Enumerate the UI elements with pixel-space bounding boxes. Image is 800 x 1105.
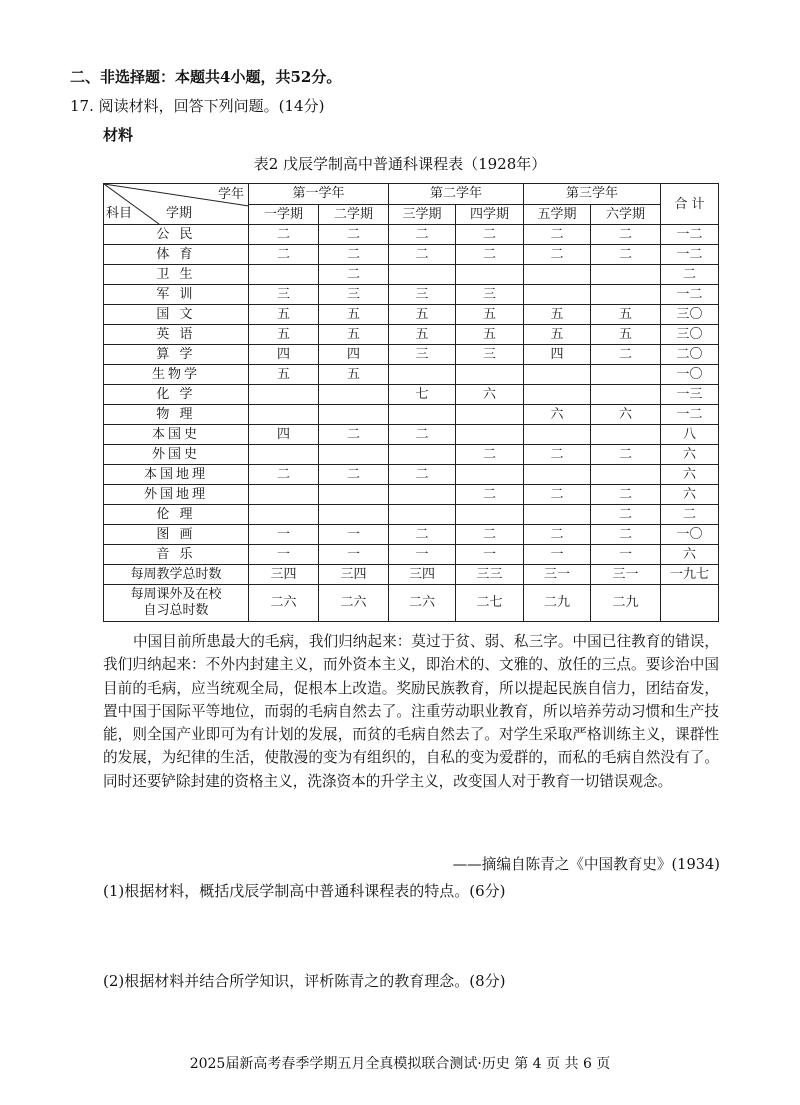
subject-cell: 体 育 [104,245,249,265]
hours-cell: 三 [456,285,524,305]
hours-cell: 二 [319,225,389,245]
hours-cell [456,425,524,445]
hours-cell [456,505,524,525]
hours-cell [319,485,389,505]
hours-cell: 二 [389,245,456,265]
hours-cell: 二 [591,345,661,365]
subject-cell: 图 画 [104,525,249,545]
hours-cell [389,265,456,285]
hours-cell: 二 [524,525,591,545]
hours-cell: 四 [249,425,319,445]
hours-cell [591,425,661,445]
hours-cell: 三 [389,345,456,365]
hours-cell: 六 [591,405,661,425]
hours-cell: 三 [456,345,524,365]
subject-cell: 国 文 [104,305,249,325]
hours-cell: 三四 [249,565,319,585]
hours-cell: 一 [319,545,389,565]
table-row [104,265,719,285]
curriculum-table [103,183,719,622]
hours-cell: 二 [456,445,524,465]
hours-cell [524,465,591,485]
hours-cell: 三四 [389,565,456,585]
hours-cell: 五 [524,325,591,345]
term-header: 一学期 [249,204,319,225]
subject-cell: 化 学 [104,385,249,405]
hours-cell: 二 [456,225,524,245]
subject-cell: 本国地理 [104,465,249,485]
hours-cell: 二 [591,505,661,525]
hours-cell: 二 [591,245,661,265]
hours-cell [456,405,524,425]
year-header: 第二学年 [389,184,524,205]
hours-cell [591,285,661,305]
hours-cell: 二 [591,485,661,505]
hours-cell: 二六 [249,585,319,622]
hours-cell: 二六 [389,585,456,622]
total-cell: 三〇 [661,305,719,325]
hours-cell: 二 [524,245,591,265]
hours-cell: 三 [249,285,319,305]
hours-cell [389,505,456,525]
hours-cell: 五 [456,325,524,345]
table-row [104,525,719,545]
hours-cell: 二 [249,225,319,245]
table-row [104,325,719,345]
hours-cell: 二 [249,465,319,485]
hours-cell: 一 [249,545,319,565]
total-cell: 一九七 [661,565,719,585]
subject-cell: 外国史 [104,445,249,465]
total-cell: 六 [661,445,719,465]
hours-cell: 一 [249,525,319,545]
table-row [104,245,719,265]
hours-cell [389,365,456,385]
term-header: 二学期 [319,204,389,225]
subject-cell: 军 训 [104,285,249,305]
subject-cell: 每周教学总时数 [104,565,249,585]
hours-cell: 二 [389,525,456,545]
hours-cell: 二 [591,525,661,545]
hours-cell: 六 [456,385,524,405]
hours-cell [591,465,661,485]
hours-cell: 二九 [591,585,661,622]
hours-cell: 二七 [456,585,524,622]
hours-cell [591,365,661,385]
corner-subject-label: 科目 [106,206,133,221]
hours-cell: 六 [524,405,591,425]
hours-cell: 二 [456,485,524,505]
hours-cell [524,365,591,385]
sub-question-2: (2)根据材料并结合所学知识，评析陈青之的教育理念。(8分) [103,972,506,990]
hours-cell: 二 [524,485,591,505]
total-cell: 二〇 [661,345,719,365]
material-label: 材料 [103,126,134,144]
hours-cell: 一 [456,545,524,565]
table-row [104,285,719,305]
hours-cell: 五 [591,325,661,345]
hours-cell [319,505,389,525]
corner-year-label: 学年 [217,187,244,202]
hours-cell: 二 [389,465,456,485]
hours-cell [456,365,524,385]
total-cell: 六 [661,485,719,505]
hours-cell: 三 [389,285,456,305]
term-header: 六学期 [591,204,661,225]
total-header: 合 计 [661,184,719,225]
hours-cell: 五 [249,305,319,325]
hours-cell: 五 [591,305,661,325]
hours-cell: 二 [591,225,661,245]
hours-cell: 一 [591,545,661,565]
passage-source: ——摘编自陈青之《中国教育史》(1934) [452,856,720,873]
table-body [104,225,719,622]
table-row [104,425,719,445]
subject-cell: 生物学 [104,365,249,385]
hours-cell [389,445,456,465]
table-row [104,305,719,325]
question-17: 17. 阅读材料，回答下列问题。(14分) [70,97,325,115]
hours-cell: 一 [524,545,591,565]
hours-cell: 五 [389,325,456,345]
hours-cell: 二 [456,245,524,265]
subject-cell: 卫 生 [104,265,249,285]
subject-cell: 英 语 [104,325,249,345]
hours-cell: 五 [249,325,319,345]
hours-cell: 二 [524,445,591,465]
subject-cell: 公 民 [104,225,249,245]
hours-cell: 三一 [591,565,661,585]
total-cell [661,585,719,622]
subject-cell: 伦 理 [104,505,249,525]
hours-cell [591,385,661,405]
table-row [104,405,719,425]
year-header: 第三学年 [524,184,661,205]
subject-cell: 本国史 [104,425,249,445]
hours-cell: 七 [389,385,456,405]
hours-cell [389,405,456,425]
total-cell: 八 [661,425,719,445]
hours-cell: 五 [524,305,591,325]
hours-cell [249,265,319,285]
table-row [104,225,719,245]
hours-cell [591,265,661,285]
hours-cell [456,265,524,285]
hours-cell: 一 [389,545,456,565]
total-cell: 二 [661,505,719,525]
hours-cell: 二 [319,465,389,485]
hours-cell: 二 [249,245,319,265]
hours-cell [524,265,591,285]
subject-cell: 算 学 [104,345,249,365]
hours-cell [389,485,456,505]
hours-cell: 二 [591,445,661,465]
table-row [104,365,719,385]
hours-cell: 二六 [319,585,389,622]
total-cell: 六 [661,465,719,485]
hours-cell: 二九 [524,585,591,622]
table-row [104,385,719,405]
hours-cell: 三一 [524,565,591,585]
hours-cell: 四 [249,345,319,365]
hours-cell: 五 [319,305,389,325]
hours-cell [319,385,389,405]
hours-cell: 三三 [456,565,524,585]
page-footer: 2025届新高考春季学期五月全真模拟联合测试·历史 第 4 页 共 6 页 [189,1056,611,1072]
hours-cell [524,425,591,445]
table-caption: 表2 戊辰学制高中普通科课程表（1928年） [253,155,547,173]
table-row [104,485,719,505]
table-row [104,585,719,622]
hours-cell [524,385,591,405]
total-cell: 三〇 [661,325,719,345]
hours-cell: 二 [319,245,389,265]
hours-cell [249,385,319,405]
subject-cell: 每周课外及在校 自习总时数 [104,585,249,622]
hours-cell: 二 [524,225,591,245]
hours-cell: 三 [319,285,389,305]
table-row [104,545,719,565]
total-cell: 一二 [661,405,719,425]
term-header: 四学期 [456,204,524,225]
total-cell: 六 [661,545,719,565]
hours-cell: 二 [389,225,456,245]
corner-term-label: 学期 [166,206,193,221]
subject-cell: 物 理 [104,405,249,425]
total-cell: 一〇 [661,525,719,545]
term-header: 五学期 [524,204,591,225]
hours-cell [249,445,319,465]
hours-cell: 一 [319,525,389,545]
hours-cell: 二 [319,425,389,445]
table-row [104,465,719,485]
term-header: 三学期 [389,204,456,225]
total-cell: 一三 [661,385,719,405]
hours-cell: 五 [319,365,389,385]
total-cell: 一二 [661,285,719,305]
corner-header-cell [104,184,249,225]
hours-cell: 二 [456,525,524,545]
table-row [104,445,719,465]
hours-cell [249,485,319,505]
hours-cell [319,405,389,425]
year-header: 第一学年 [249,184,389,205]
table-row [104,345,719,365]
hours-cell [249,405,319,425]
hours-cell: 四 [524,345,591,365]
hours-cell [319,445,389,465]
total-cell: 二 [661,265,719,285]
total-cell: 一二 [661,225,719,245]
table-row [104,505,719,525]
total-cell: 一〇 [661,365,719,385]
subject-cell: 外国地理 [104,485,249,505]
section-title: 二、非选择题：本题共4小题，共52分。 [70,68,342,86]
sub-question-1: (1)根据材料，概括戊辰学制高中普通科课程表的特点。(6分) [103,882,506,900]
hours-cell [524,285,591,305]
hours-cell: 五 [456,305,524,325]
hours-cell: 二 [319,265,389,285]
hours-cell: 四 [319,345,389,365]
hours-cell: 五 [249,365,319,385]
hours-cell: 五 [319,325,389,345]
hours-cell [524,505,591,525]
hours-cell [249,505,319,525]
total-cell: 一二 [661,245,719,265]
hours-cell [456,465,524,485]
table-row [104,565,719,585]
hours-cell: 三四 [319,565,389,585]
hours-cell: 二 [389,425,456,445]
subject-cell: 音 乐 [104,545,249,565]
hours-cell: 五 [389,305,456,325]
passage: 中国目前所患最大的毛病，我们归纳起来：莫过于贫、弱、私三字。中国已往教育的错误，我们归纳起来：不外内封建主义，而外资本主义，即治术的、文雅的、放任的三点。要诊治中国目前的毛病，应当统观全局，促根本上改造。奖励民族教育，所以提起民族自信力，团结奋发，置中国于国际平等地位，而弱的毛病自然去了。注重劳动职业教育，所以培养劳动习惯和生产技能，则全国产业即可为有计划的发展，而贫的毛病自然去了。对学生采取严格训练主义，课群性的发展，为纪律的生活，使散漫的变为有组织的，自私的变为爱群的，而私的毛病自然没有了。同时还要铲除封建的资格主义，洗涤资本的升学主义，改变国人对于教育一切错误观念。 [103,633,719,790]
